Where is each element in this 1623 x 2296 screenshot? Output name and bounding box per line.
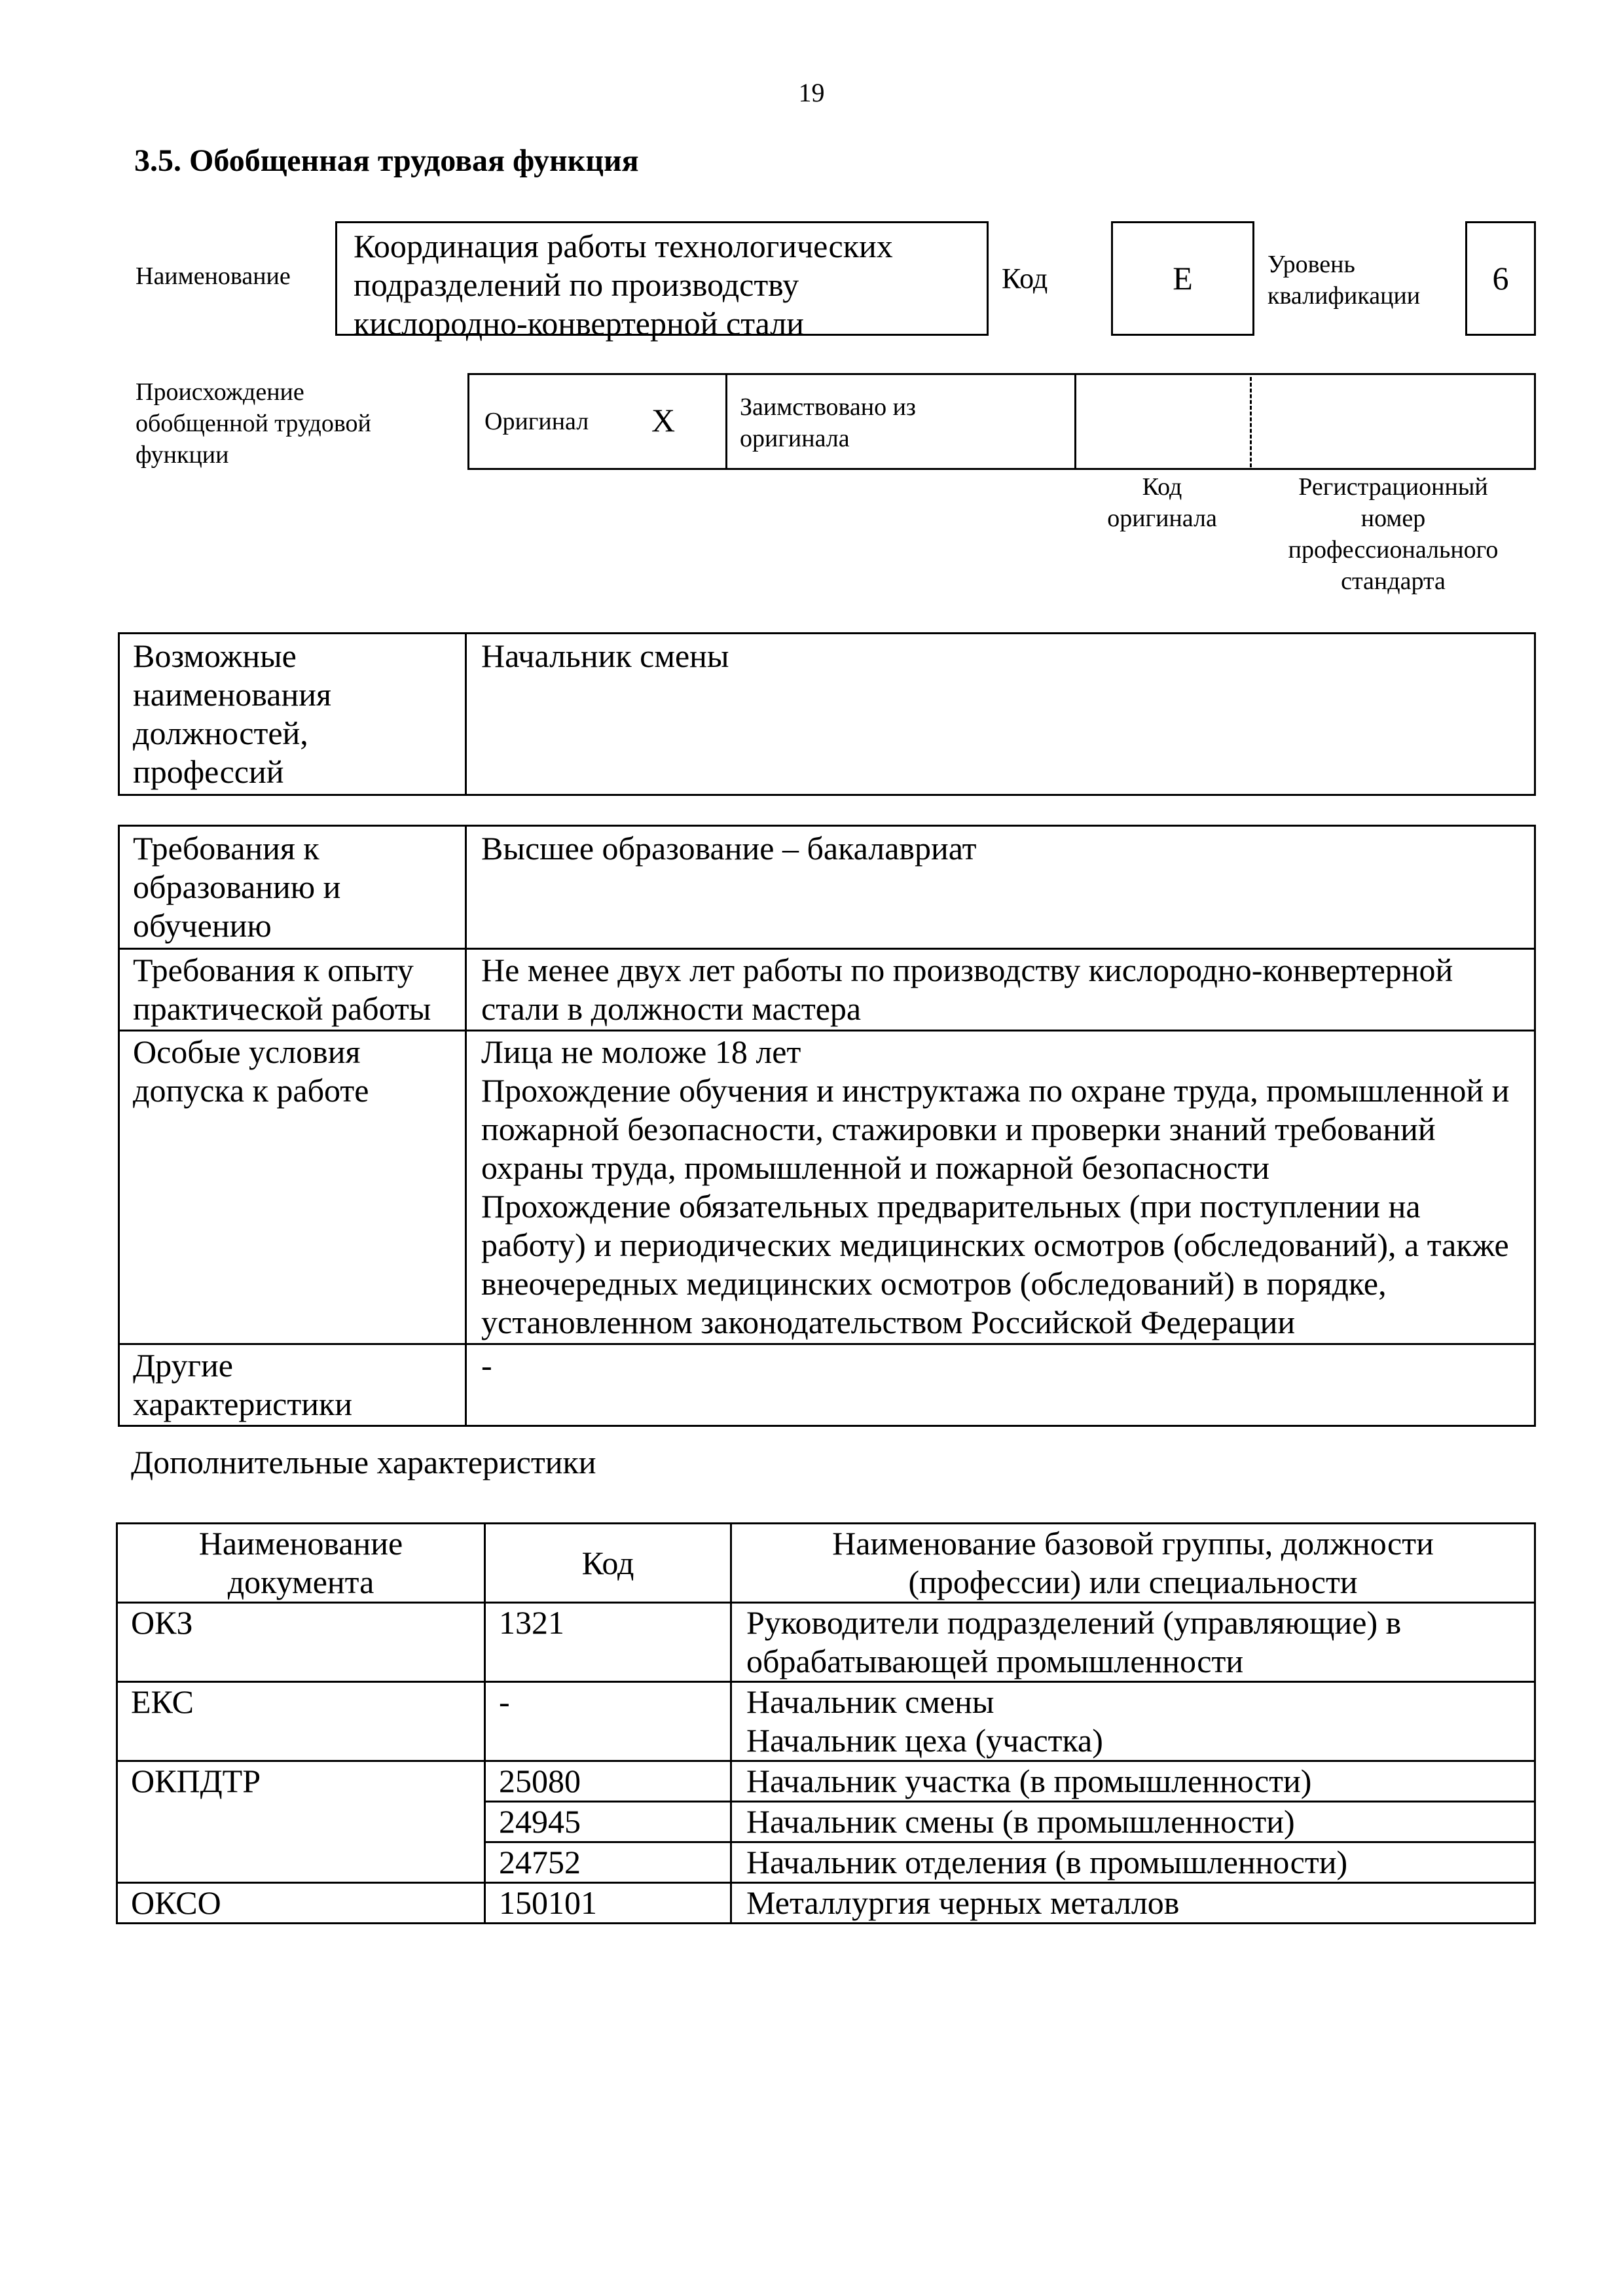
value-line: установленном законодательством Российской Федерации — [481, 1304, 1296, 1340]
name-value-box — [335, 221, 989, 342]
name-label: Наименование — [136, 262, 291, 290]
doc-text: ОКЗ — [131, 1604, 193, 1641]
label-line: профессий — [133, 753, 284, 790]
origin-dashed-divider — [1250, 377, 1252, 467]
borrowed-label — [740, 391, 916, 454]
header-line: документа — [227, 1564, 374, 1600]
table-row — [119, 949, 1535, 1031]
doc-text: ОКСО — [131, 1884, 221, 1921]
header-doc — [117, 1524, 485, 1603]
positions-value-text: Начальник смены — [481, 637, 729, 674]
label-line: Требования к опыту — [133, 952, 414, 988]
name-text: Начальник отделения (в промышленности) — [746, 1844, 1348, 1880]
code-original-caption — [1074, 471, 1250, 534]
caption-line: стандарта — [1341, 567, 1446, 595]
section-title: 3.5. Обобщенная трудовая функция — [134, 143, 639, 178]
doc-text: ОКПДТР — [131, 1763, 261, 1799]
label-line: Особые условия — [133, 1033, 361, 1070]
name-cell — [731, 1761, 1535, 1802]
code-cell — [485, 1761, 731, 1802]
origin-label — [136, 376, 371, 471]
name-cell — [731, 1883, 1535, 1924]
code-cell — [485, 1802, 731, 1842]
doc-cell — [117, 1761, 485, 1883]
header-line: Наименование — [198, 1525, 403, 1562]
origin-label-line: обобщенной трудовой — [136, 410, 371, 437]
original-label: Оригинал — [484, 408, 589, 435]
page-number: 19 — [798, 78, 825, 107]
positions-value — [466, 634, 1535, 795]
name-cell — [731, 1682, 1535, 1761]
origin-label-line: функции — [136, 441, 229, 469]
value-line: пожарной безопасности, стажировки и проверки знаний требований — [481, 1111, 1436, 1147]
positions-table — [118, 632, 1536, 796]
additional-table — [116, 1522, 1536, 1924]
requirement-label — [119, 1031, 466, 1344]
name-cell — [731, 1842, 1535, 1883]
name-text: Начальник смены (в промышленности) — [746, 1803, 1295, 1840]
requirement-label — [119, 826, 466, 949]
caption-line: номер — [1360, 505, 1426, 532]
original-mark: X — [651, 402, 676, 439]
level-label — [1267, 249, 1420, 312]
label-line: характеристики — [133, 1386, 353, 1422]
name-text: Металлургия черных металлов — [746, 1884, 1180, 1921]
origin-label-line: Происхождение — [136, 378, 304, 406]
value-line: работу) и периодических медицинских осмотров (обследований), а также — [481, 1227, 1509, 1263]
requirement-value — [466, 1344, 1535, 1426]
label-line: должностей, — [133, 715, 308, 751]
code-cell — [485, 1883, 731, 1924]
code-text: 1321 — [499, 1604, 564, 1641]
borrowed-label-line: Заимствовано из — [740, 393, 916, 421]
value-line: стали в должности мастера — [481, 990, 862, 1027]
label-line: обучению — [133, 907, 272, 944]
code-cell — [485, 1682, 731, 1761]
caption-line: профессионального — [1288, 536, 1499, 564]
value-line: Лица не моложе 18 лет — [481, 1033, 801, 1070]
origin-frame — [467, 373, 1536, 470]
code-cell — [485, 1842, 731, 1883]
name-line: Начальник цеха (участка) — [746, 1722, 1103, 1759]
name-value-line: кислородно-конвертерной стали — [354, 305, 805, 342]
value-line: Высшее образование – бакалавриат — [481, 830, 977, 867]
doc-cell — [117, 1682, 485, 1761]
reg-number-caption — [1250, 471, 1536, 597]
name-text: Начальник участка (в промышленности) — [746, 1763, 1312, 1799]
name-line: обрабатывающей промышленности — [746, 1643, 1244, 1679]
doc-cell — [117, 1883, 485, 1924]
value-line: внеочередных медицинских осмотров (обследований) в порядке, — [481, 1265, 1387, 1302]
origin-divider — [725, 373, 727, 470]
additional-title: Дополнительные характеристики — [131, 1444, 596, 1480]
requirement-value — [466, 826, 1535, 949]
table-row — [117, 1883, 1535, 1924]
code-text: 150101 — [499, 1884, 597, 1921]
label-line: Другие — [133, 1347, 233, 1384]
doc-text: ЕКС — [131, 1683, 194, 1720]
header-code: Код — [485, 1524, 731, 1603]
code-value: E — [1111, 221, 1254, 336]
level-value: 6 — [1465, 221, 1536, 336]
caption-line: Код — [1142, 473, 1182, 501]
requirements-table — [118, 825, 1536, 1427]
positions-label — [119, 634, 466, 795]
code-text: 24945 — [499, 1803, 581, 1840]
code-cell — [485, 1603, 731, 1682]
value-line: охраны труда, промышленной и пожарной безопасности — [481, 1149, 1270, 1186]
code-label: Код — [1002, 262, 1048, 295]
header-line: Наименование базовой группы, должности — [832, 1525, 1434, 1562]
caption-line: Регистрационный — [1298, 473, 1488, 501]
doc-cell — [117, 1603, 485, 1682]
value-line: Прохождение обязательных предварительных (при поступлении на — [481, 1188, 1421, 1225]
table-header-row — [117, 1524, 1535, 1603]
label-line: допуска к работе — [133, 1072, 369, 1109]
name-cell — [731, 1603, 1535, 1682]
code-text: - — [499, 1683, 510, 1720]
caption-line: оригинала — [1107, 505, 1217, 532]
table-row — [117, 1761, 1535, 1802]
table-row — [117, 1603, 1535, 1682]
label-line: Возможные — [133, 637, 297, 674]
value-line: Не менее двух лет работы по производству кислородно-конвертерной — [481, 952, 1453, 988]
level-label-line: квалификации — [1267, 282, 1421, 310]
value-line: - — [481, 1347, 492, 1384]
name-line: Начальник смены — [746, 1683, 994, 1720]
level-label-line: Уровень — [1267, 251, 1355, 278]
name-value-line: подразделений по производству — [354, 266, 799, 303]
table-row — [117, 1682, 1535, 1761]
table-row — [119, 1031, 1535, 1344]
name-cell — [731, 1802, 1535, 1842]
origin-divider — [1074, 373, 1076, 470]
requirement-value — [466, 949, 1535, 1031]
table-row — [119, 826, 1535, 949]
label-line: Требования к — [133, 830, 319, 867]
header-line: (профессии) или специальности — [908, 1564, 1358, 1600]
name-line: Руководители подразделений (управляющие) в — [746, 1604, 1402, 1641]
label-line: наименования — [133, 676, 331, 713]
name-value-line: Координация работы технологических — [354, 228, 893, 264]
header-name — [731, 1524, 1535, 1603]
label-line: образованию и — [133, 869, 341, 905]
code-text: 24752 — [499, 1844, 581, 1880]
borrowed-label-line: оригинала — [740, 425, 850, 452]
requirement-label — [119, 1344, 466, 1426]
label-line: практической работы — [133, 990, 431, 1027]
value-line: Прохождение обучения и инструктажа по охране труда, промышленной и — [481, 1072, 1510, 1109]
requirement-label — [119, 949, 466, 1031]
table-row — [119, 1344, 1535, 1426]
code-text: 25080 — [499, 1763, 581, 1799]
requirement-value — [466, 1031, 1535, 1344]
